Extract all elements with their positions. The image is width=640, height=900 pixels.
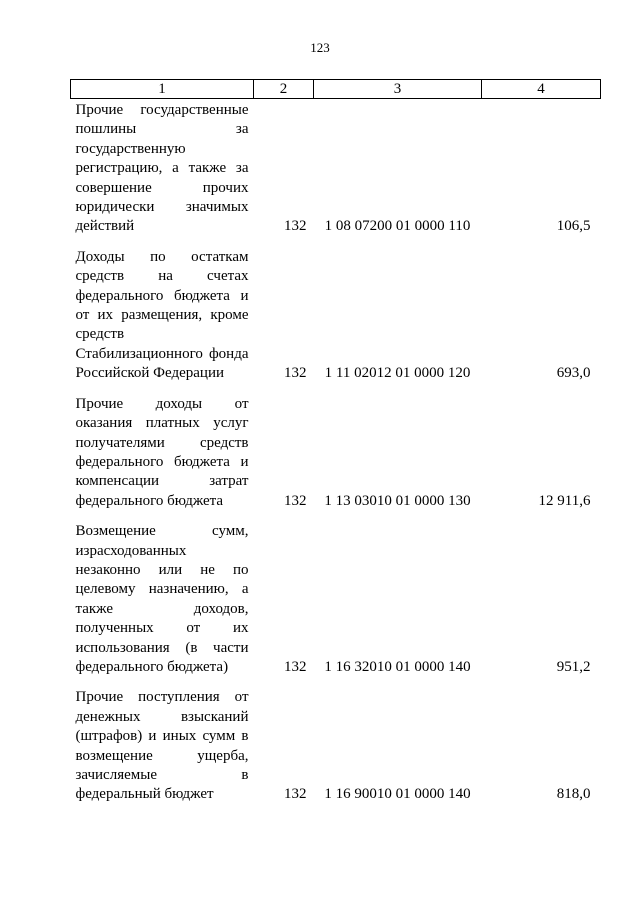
header-col-1: 1 xyxy=(71,80,254,99)
header-col-4: 4 xyxy=(482,80,601,99)
budget-classification-code: 1 13 03010 01 0000 130 xyxy=(324,492,471,509)
revenue-name-cell xyxy=(71,99,254,237)
chapter-code-cell: 132 xyxy=(284,658,307,675)
revenue-name-cell xyxy=(71,677,254,804)
revenue-name-cell xyxy=(71,511,254,677)
table-row xyxy=(71,511,601,677)
revenue-name-cell xyxy=(71,237,254,384)
revenue-name-cell xyxy=(71,384,254,511)
header-col-3: 3 xyxy=(314,80,482,99)
table-row xyxy=(71,237,601,384)
budget-classification-code: 1 16 90010 01 0000 140 xyxy=(324,786,471,803)
chapter-code-cell: 132 xyxy=(284,492,307,509)
table-row xyxy=(71,99,601,237)
page-number: 123 xyxy=(310,40,330,55)
amount-cell: 106,5 xyxy=(556,218,591,235)
chapter-code-cell: 132 xyxy=(284,218,307,235)
revenue-name: Прочие доходы от оказания платных услуг получателями средств федерального бюджета и компенсации затрат федерального бюджета xyxy=(75,395,249,509)
table-row xyxy=(71,677,601,804)
revenue-name: Возмещение сумм, израсходованных незаконно или не по целевому назначению, а также доходов, полученных от их использования (в части федерального бюджета) xyxy=(75,523,249,675)
revenue-name: Доходы по остаткам средств на счетах федерального бюджета и от их размещения, кроме средств Стабилизационного фонда Российской Федерации xyxy=(75,248,249,382)
budget-classification-code: 1 16 32010 01 0000 140 xyxy=(324,658,471,675)
amount-cell: 818,0 xyxy=(556,786,591,803)
table-header-row xyxy=(71,80,601,99)
budget-classification-code: 1 08 07200 01 0000 110 xyxy=(324,218,471,235)
budget-classification-code: 1 11 02012 01 0000 120 xyxy=(324,365,471,382)
header-col-2: 2 xyxy=(254,80,314,99)
table-row xyxy=(71,384,601,511)
amount-cell: 951,2 xyxy=(556,658,591,675)
chapter-code-cell: 132 xyxy=(284,365,307,382)
amount-cell: 12 911,6 xyxy=(538,492,591,509)
amount-cell: 693,0 xyxy=(556,365,591,382)
chapter-code-cell: 132 xyxy=(284,786,307,803)
revenue-table xyxy=(70,79,601,805)
revenue-name: Прочие поступления от денежных взысканий (штрафов) и иных сумм в возмещение ущерба, зачисляемые в федеральный бюджет xyxy=(75,689,249,803)
revenue-name: Прочие государственные пошлины за государственную регистрацию, а также за совершение прочих юридически значимых действий xyxy=(75,102,249,235)
